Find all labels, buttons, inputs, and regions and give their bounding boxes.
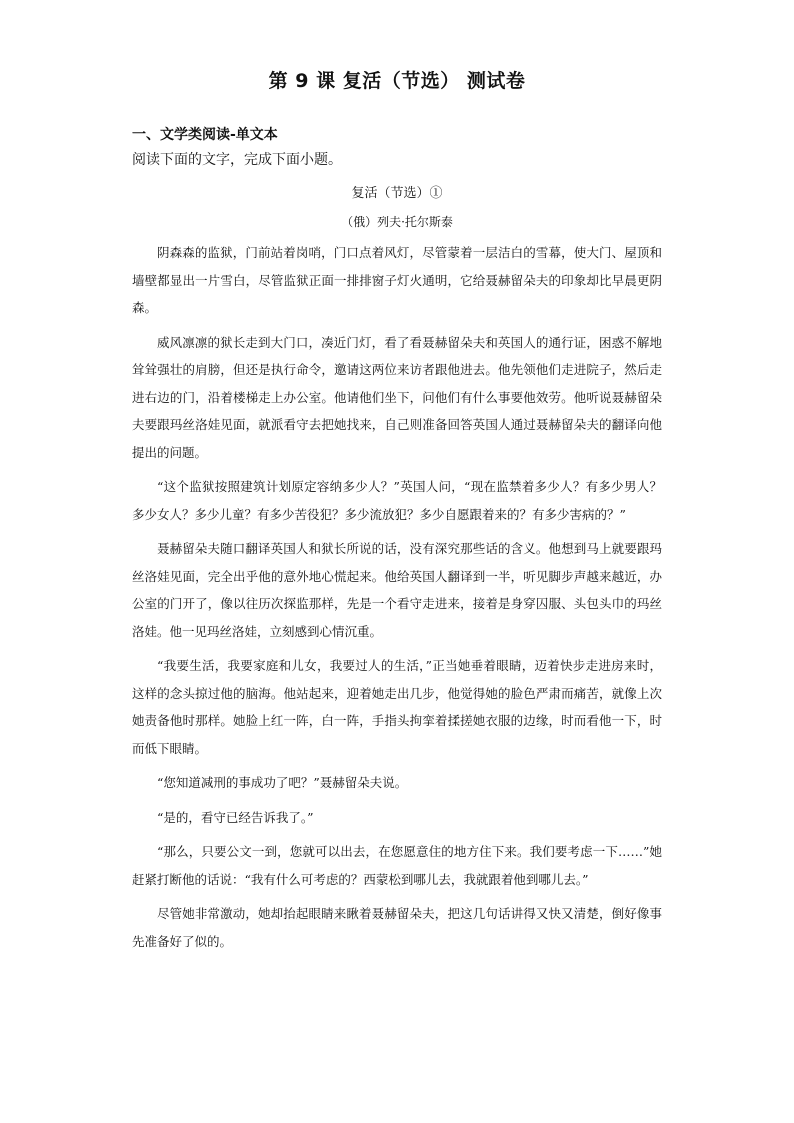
paragraph: “那么，只要公文一到，您就可以出去，在您愿意住的地方住下来。我们要考虑一下……”她赶紧打断他的话说：“我有什么可考虑的？西蒙松到哪儿去，我就跟着他到哪儿去。” bbox=[132, 844, 662, 887]
paragraph: 聂赫留朵夫随口翻译英国人和狱长所说的话，没有深究那些话的含义。他想到马上就要跟玛丝洛娃见面，完全出乎他的意外地心慌起来。他给英国人翻译到一半，听见脚步声越来越近，办公室的门开了，像以往历次探监那样，先是一个看守走进来，接着是身穿囚服、头包头巾的玛丝洛娃。他一见玛丝洛娃，立刻感到心情沉重。 bbox=[132, 541, 662, 639]
paragraph: 阴森森的监狱，门前站着岗哨，门口点着风灯，尽管蒙着一层洁白的雪幕，使大门、屋顶和墙壁都显出一片雪白，尽管监狱正面一排排窗子灯火通明，它给聂赫留朵夫的印象却比早晨更阴森。 bbox=[132, 245, 662, 315]
section-heading: 一、文学类阅读-单文本 bbox=[132, 127, 278, 143]
paragraph: “我要生活，我要家庭和儿女，我要过人的生活，”正当她垂着眼睛，迈着快步走进房来时，这样的念头掠过他的脑海。他站起来，迎着她走出几步，他觉得她的脸色严肃而痛苦，就像上次她责备他时那样。她脸上红一阵，白一阵，手指头拘挛着揉搓她衣服的边缘，时而看他一下，时而低下眼睛。 bbox=[132, 658, 662, 756]
article-body bbox=[132, 239, 662, 962]
page-title: 第 9 课 复活（节选） 测试卷 bbox=[268, 70, 526, 92]
paragraph: “是的，看守已经告诉我了。” bbox=[157, 809, 314, 825]
reading-instruction: 阅读下面的文字，完成下面小题。 bbox=[132, 152, 342, 168]
paragraph: “您知道减刑的事成功了吧？”聂赫留朵夫说。 bbox=[157, 775, 408, 790]
article-title: 复活（节选）① bbox=[351, 186, 443, 201]
paragraph: 威风凛凛的狱长走到大门口，凑近门灯，看了看聂赫留朵夫和英国人的通行证，困惑不解地耸耸强壮的肩膀，但还是执行命令，邀请这两位来访者跟他进去。他先领他们走进院子，然后走进右边的门，沿着楼梯走上办公室。他请他们坐下，问他们有什么事要他效劳。他听说聂赫留朵夫要跟玛丝洛娃见面，就派看守去把她找来，自己则准备回答英国人通过聂赫留朵夫的翻译向他提出的问题。 bbox=[132, 334, 662, 460]
article-author: （俄）列夫·托尔斯泰 bbox=[341, 215, 453, 229]
paragraph: 尽管她非常激动，她却抬起眼睛来瞅着聂赫留朵夫，把这几句话讲得又快又清楚，倒好像事先准备好了似的。 bbox=[132, 906, 662, 949]
paragraph: “这个监狱按照建筑计划原定容纳多少人？”英国人问，“现在监禁着多少人？有多少男人？多少女人？多少儿童？有多少苦役犯？多少流放犯？多少自愿跟着来的？有多少害病的？” bbox=[132, 479, 662, 522]
